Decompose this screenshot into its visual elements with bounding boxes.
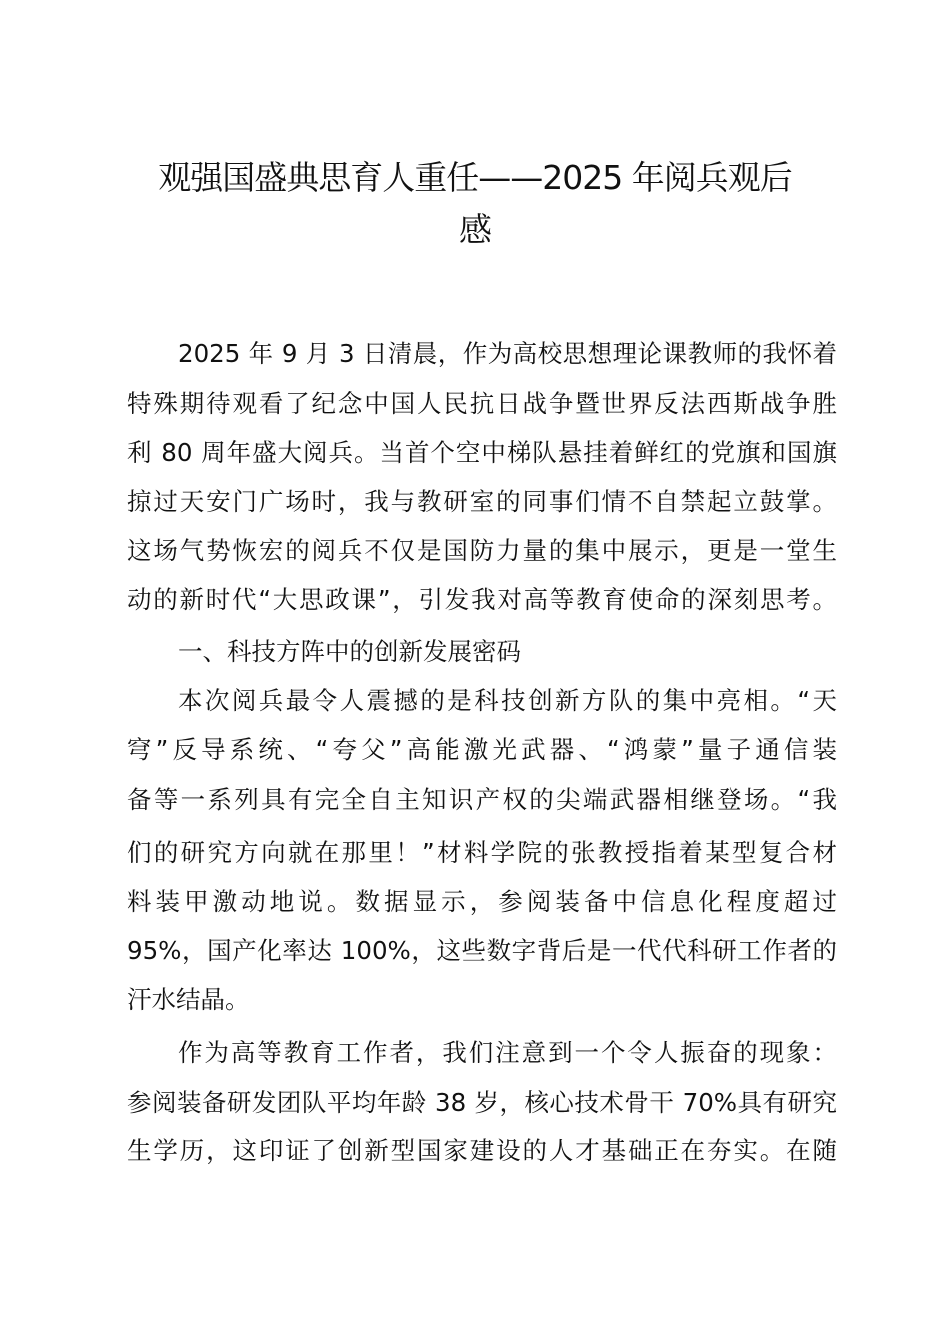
paragraph-1-line-5: 这场气势恢宏的阅兵不仅是国防力量的集中展示，更是一堂生 [127, 536, 837, 565]
document-title-line-2: 感 [459, 210, 491, 249]
paragraph-2-line-5: 料装甲激动地说。数据显示，参阅装备中信息化程度超过 [127, 887, 837, 916]
paragraph-2-line-3: 备等一系列具有完全自主知识产权的尖端武器相继登场。“我 [127, 785, 837, 814]
paragraph-1-line-6: 动的新时代“大思政课”，引发我对高等教育使命的深刻思考。 [127, 585, 837, 614]
paragraph-2-line-4: 们的研究方向就在那里！”材料学院的张教授指着某型复合材 [127, 838, 837, 867]
paragraph-1-line-4: 掠过天安门广场时，我与教研室的同事们情不自禁起立鼓掌。 [127, 487, 837, 516]
paragraph-1-line-1: 2025 年 9 月 3 日清晨，作为高校思想理论课教师的我怀着 [178, 339, 837, 368]
document-title-line-1: 观强国盛典思育人重任——2025 年阅兵观后 [158, 158, 792, 197]
paragraph-3-line-3: 生学历，这印证了创新型国家建设的人才基础正在夯实。在随 [127, 1136, 837, 1165]
paragraph-2-line-7: 汗水结晶。 [127, 985, 250, 1014]
section-heading: 一、科技方阵中的创新发展密码 [178, 637, 521, 666]
paragraph-3-line-1: 作为高等教育工作者，我们注意到一个令人振奋的现象： [178, 1038, 837, 1067]
paragraph-3-line-2: 参阅装备研发团队平均年龄 38 岁，核心技术骨干 70%具有研究 [127, 1088, 837, 1117]
paragraph-2-line-6: 95%，国产化率达 100%，这些数字背后是一代代科研工作者的 [127, 936, 837, 965]
paragraph-1-line-2: 特殊期待观看了纪念中国人民抗日战争暨世界反法西斯战争胜 [127, 389, 837, 418]
paragraph-2-line-1: 本次阅兵最令人震撼的是科技创新方队的集中亮相。“天 [178, 686, 837, 715]
paragraph-2-line-2: 穹”反导系统、“夸父”高能激光武器、“鸿蒙”量子通信装 [127, 735, 837, 764]
paragraph-1-line-3: 利 80 周年盛大阅兵。当首个空中梯队悬挂着鲜红的党旗和国旗 [127, 438, 837, 467]
